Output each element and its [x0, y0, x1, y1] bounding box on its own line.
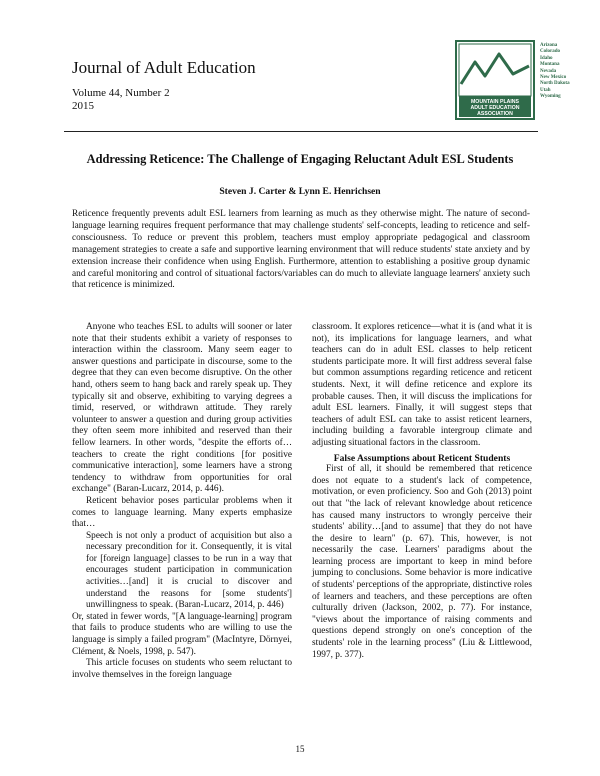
logo-line-1: MOUNTAIN PLAINS	[470, 99, 520, 105]
state-item: Colorado	[540, 49, 560, 55]
state-item: Nevada	[540, 68, 557, 74]
volume-number: Volume 44, Number 2	[72, 87, 170, 99]
body-paragraph: Reticent behavior poses particular problems when it comes to language learning. Many experts emphasize that…	[72, 495, 292, 530]
header-divider	[64, 131, 538, 132]
body-paragraph: Anyone who teaches ESL to adults will sooner or later note that their students exhibit a variety of responses to interaction within the classroom. Many seem eager to answer questions and participate in discourse, some to the degree that they can even become disruptive. On the other hand, others seem to hang back and rarely speak up. They typically sit and observe, exhibiting to varying degrees a timid, reserved, or withdrawn attitude. They rarely volunteer to answer a question and during group activities they often seem more inhibited and reserved than their fellow learners. In other words, "despite the efforts of…teachers to create the right conditions [for positive communicative interaction], some learners have a strong tendency to withdraw from opportunities for oral exchange" (Baran-Lucarz, 2014, p. 446).	[72, 322, 292, 495]
journal-title: Journal of Adult Education	[72, 58, 256, 77]
article-authors: Steven J. Carter & Lynn E. Henrichsen	[219, 186, 381, 197]
state-item: Utah	[540, 87, 551, 93]
page-number: 15	[295, 744, 305, 754]
state-item: Idaho	[540, 55, 553, 61]
article-title: Addressing Reticence: The Challenge of Engaging Reluctant Adult ESL Students	[86, 152, 514, 166]
body-paragraph: classroom. It explores reticence—what it is (and what it is not), its implications for language learners, and what teachers can do in adult ESL classes to help reticent students participate more. It will first address several false but common assumptions regarding reticence and reticent students. Next, it will define reticence and explore its probable causes. Then, it will discuss the implications for adult ESL learners. Finally, it will suggest steps that teachers of adult ESL can take to assist reticent learners, including building a favorable intergroup climate and adjusting situational factors in the classroom.	[312, 322, 532, 448]
member-states-list	[540, 43, 570, 101]
block-quote: Speech is not only a product of acquisition but also a necessary precondition for it. Consequently, it is vital for [foreign language] classes to be run in a way that encourages student participation in communication activities…[and] it is crucial to discover and understand the reasons for [some students'] unwillingness to speak. (Baran-Lucarz, 2014, p. 446)	[86, 530, 292, 611]
body-paragraph: First of all, it should be remembered that reticence does not equate to a student's lack of competence, motivation, or even proficiency. Soo and Goh (2013) point out that "the lack of relevant knowledge about reticence has caused many instructors to wrongly perceive their students' ability…[and to assume] that they do not have the desire to learn" (p. 67). This, however, is not necessarily the case. Learners' paradigms about the learning process are important to keep in mind before jumping to conclusions. Some behavior is more indicative of students' perceptions of the appropriate, distinctive roles of learners and teachers, and these perceptions are often culturally driven (Jackson, 2002, p. 77). For instance, "views about the importance of raising comments and questions depend strongly on one's conception of the students' role in the learning process" (Liu & Littlewood, 1997, p. 377).	[312, 464, 532, 660]
body-paragraph: Or, stated in fewer words, "[A language-learning] program that fails to produce students who are willing to use the language is simply a failed program" (MacIntyre, Dörnyei, Clément, & Noels, 1998, p. 547).	[72, 611, 292, 657]
state-item: Wyoming	[540, 94, 561, 100]
right-column	[312, 322, 532, 661]
logo-line-3: ASSOCIATION	[477, 111, 513, 117]
volume-year: 2015	[72, 100, 94, 112]
section-heading: False Assumptions about Reticent Students	[333, 452, 511, 464]
left-column	[72, 322, 292, 681]
state-item: Arizona	[540, 43, 558, 48]
state-item: New Mexico	[540, 75, 567, 81]
mpaea-logo	[455, 40, 535, 120]
article-abstract: Reticence frequently prevents adult ESL learners from learning as much as they otherwise might. The nature of second-language learning requires frequent performance that may challenge students' self-concepts, leading to reticence and self-consciousness. To reduce or prevent this problem, teachers must employ appropriate pedagogical and classroom management strategies to create a safe and supportive learning environment that will reduce students' state anxiety and by extension increase their confidence when using English. Furthermore, attention to establishing a positive group dynamic and careful monitoring and control of situational factors/variables can do much to alleviate language learners' anxiety such that reticence is minimized.	[72, 209, 530, 291]
state-item: North Dakota	[540, 81, 570, 87]
body-paragraph: This article focuses on students who seem reluctant to involve themselves in the foreign language	[72, 658, 292, 680]
state-item: Montana	[540, 62, 560, 68]
volume-info	[72, 87, 170, 113]
logo-line-2: ADULT EDUCATION	[470, 105, 520, 111]
